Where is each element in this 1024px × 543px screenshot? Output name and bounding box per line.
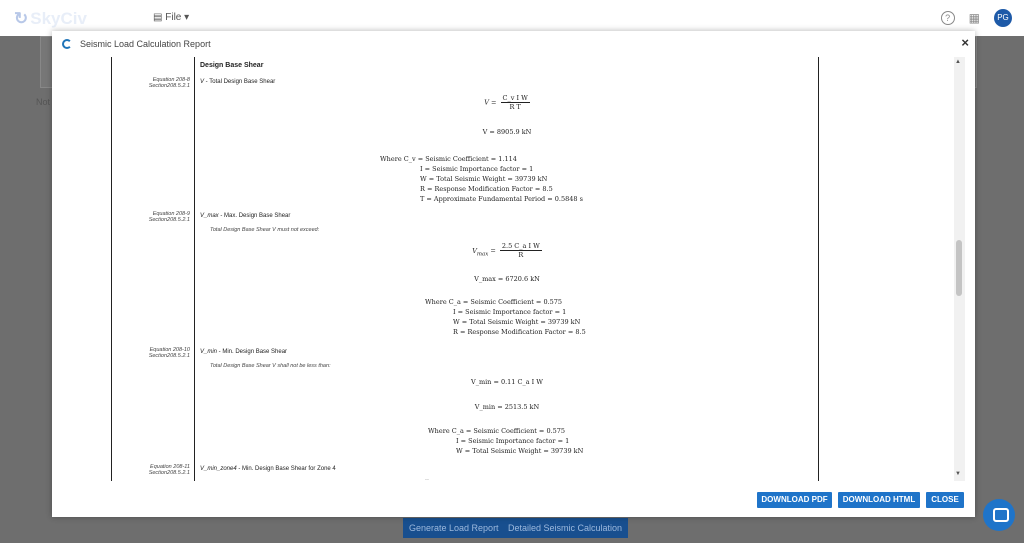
equation-reference: Equation 208-11 Section208.5.2.1 — [148, 464, 190, 476]
more-content-indicator: .. — [425, 475, 429, 481]
close-button[interactable]: CLOSE — [926, 492, 964, 508]
background-note-label: Not — [36, 97, 51, 107]
chat-support-icon[interactable] — [983, 499, 1015, 531]
equation: V_min = 0.11 C_a I W — [471, 378, 543, 386]
refresh-logo-icon — [62, 39, 72, 49]
report-column-divider — [194, 57, 195, 481]
apps-grid-icon[interactable]: ▦ — [968, 11, 980, 25]
block-note: Total Design Base Shear V must not exceed: — [210, 227, 320, 233]
block-note: Total Design Base Shear V shall not be less than: — [210, 363, 331, 369]
scrollbar-thumb[interactable] — [956, 240, 962, 296]
section-heading: Design Base Shear — [200, 62, 264, 69]
equation-reference: Equation 208-8 Section208.5.2.1 — [148, 77, 190, 89]
equation-result: V_max = 6720.6 kN — [474, 275, 540, 283]
report-content — [60, 57, 965, 481]
modal-header — [52, 31, 975, 57]
equation: V = $\frac{\text{C\_v I W}}{\text{R T}}$ — [484, 94, 528, 111]
equation-reference: Equation 208-10 Section208.5.2.1 — [148, 347, 190, 359]
download-pdf-button[interactable]: DOWNLOAD PDF — [757, 492, 832, 508]
download-html-button[interactable]: DOWNLOAD HTML — [838, 492, 920, 508]
report-modal — [52, 31, 975, 517]
user-avatar[interactable]: PG — [994, 9, 1012, 27]
skyciv-logo-icon: ↻ — [14, 9, 29, 28]
block-description: V_min - Min. Design Base Shear — [200, 349, 288, 355]
variable-definitions: Where C_v = Seismic Coefficient = 1.114 I = Seismic Importance factor = 1 W = Total Seismic Weight = 39739 kN R = Response Modification Factor = 8.5 T = Approximate Fundamental Period = 0.5848 s — [380, 155, 583, 203]
generate-load-report-button[interactable]: Generate Load Report — [403, 518, 505, 538]
variable-definitions: Where C_a = Seismic Coefficient = 0.575 I = Seismic Importance factor = 1 W = Total Seismic Weight = 39739 kN — [428, 427, 584, 455]
equation-reference: Equation 208-9 Section208.5.2.1 — [148, 211, 190, 223]
detailed-seismic-calculation-button[interactable]: Detailed Seismic Calculation — [502, 518, 628, 538]
modal-title: Seismic Load Calculation Report — [80, 39, 211, 49]
block-description: V - Total Design Base Shear — [200, 79, 276, 85]
equation: $V_{max}$ = $\frac{\text{2.5 C\_a I W}}{R}$ — [472, 242, 540, 259]
report-scrollbar[interactable] — [954, 57, 965, 481]
variable-definitions: Where C_a = Seismic Coefficient = 0.575 I = Seismic Importance factor = 1 W = Total Seismic Weight = 39739 kN R = Response Modification Factor = 8.5 — [425, 298, 586, 336]
help-icon[interactable]: ? — [941, 11, 955, 25]
report-right-border — [818, 57, 819, 481]
scroll-down-icon[interactable]: ▼ — [955, 471, 961, 477]
close-icon[interactable]: × — [961, 35, 969, 50]
equation-result: V_min = 2513.5 kN — [474, 403, 540, 411]
report-left-border — [111, 57, 112, 481]
scroll-up-icon[interactable]: ▲ — [955, 59, 961, 65]
block-description: V_min_zone4 - Min. Design Base Shear for Zone 4 — [200, 466, 336, 472]
equation-result: V = 8905.9 kN — [482, 128, 532, 136]
block-description: V_max - Max. Design Base Shear — [200, 213, 291, 219]
skyciv-logo[interactable]: ↻ SkyCiv — [14, 9, 87, 28]
file-menu[interactable]: ▤ File ▾ — [153, 12, 190, 23]
